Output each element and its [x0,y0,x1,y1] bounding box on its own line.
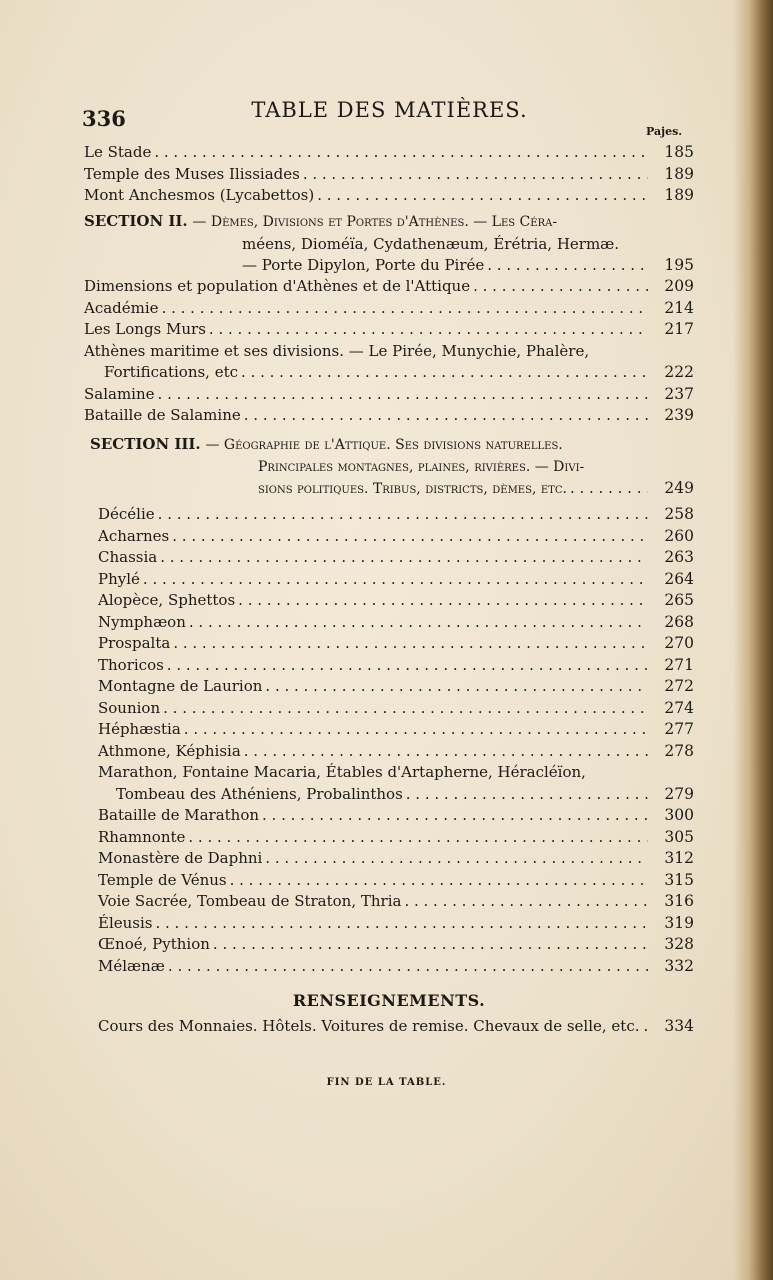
toc-entry: Dimensions et population d'Athènes et de l'Attique . . . 209 [84,276,694,298]
toc-entry: Les Longs Murs . . . 217 [84,319,694,341]
toc-entry: Rhamnonte . . . 305 [84,827,694,849]
table-of-contents [84,142,694,1038]
toc-entry: Phylé . . . 264 [84,569,694,591]
toc-entry: Monastère de Daphni . . . 312 [84,848,694,870]
toc-entry: Voie Sacrée, Tombeau de Straton, Thria . . . 316 [84,891,694,913]
toc-entry: Bataille de Marathon . . . 300 [84,805,694,827]
toc-entry: Œnoé, Pythion . . . 328 [84,934,694,956]
toc-entry: Alopèce, Sphettos . . . 265 [84,590,694,612]
toc-entry: Temple de Vénus . . . 315 [84,870,694,892]
toc-entry: Salamine . . . 237 [84,384,694,406]
toc-entry: Acharnes . . . 260 [84,526,694,548]
toc-entry: Bataille de Salamine . . . 239 [84,405,694,427]
page-header [82,98,697,132]
running-title: TABLE DES MATIÈRES. [251,98,528,122]
toc-entry: Nymphæon . . . 268 [84,612,694,634]
toc-entry: Mont Anchesmos (Lycabettos) . . . 189 [84,185,694,207]
toc-entry: Le Stade . . . 185 [84,142,694,164]
toc-entry: Prospalta . . . 270 [84,633,694,655]
toc-entry: Temple des Muses Ilissiades . . . 189 [84,164,694,186]
toc-entry-marathon: Marathon, Fontaine Macaria, Étables d'Artapherne, Héracléïon, Tombeau des Athéniens, Probalinthos . . . 279 [84,762,694,805]
toc-entry: Thoricos . . . 271 [84,655,694,677]
renseignements-heading: RENSEIGNEMENTS. [292,991,486,1010]
pages-column-label: Pajes. [646,125,683,138]
toc-entry: Sounion . . . 274 [84,698,694,720]
toc-entry: Athmone, Képhisia . . . 278 [84,741,694,763]
toc-entry: Académie . . . 214 [84,298,694,320]
toc-entry: Décélie . . . 258 [84,504,694,526]
page-number: 336 [82,106,126,131]
end-of-table-note: FIN DE LA TABLE. [326,1077,447,1088]
toc-entry: Chassia . . . 263 [84,547,694,569]
toc-entry: Mélænæ . . . 332 [84,956,694,978]
page-spine-shadow [733,0,773,1280]
section-3-heading: SECTION III. — Géographie de l'Attique. Ses divisions naturelles. Principales montagnes, plaines, rivières. — Divi- sions politiques. Tribus, districts, dèmes, etc. . . . 249 [84,433,694,501]
toc-entry: Montagne de Laurion . . . 272 [84,676,694,698]
toc-entry: Éleusis . . . 319 [84,913,694,935]
toc-entry-renseignements: Cours des Monnaies. Hôtels. Voitures de remise. Chevaux de selle, etc. . . . 334 [84,1016,694,1038]
toc-entry: Héphæstia . . . 277 [84,719,694,741]
section-2-heading: SECTION II. — Dèmes, Divisions et Portes d'Athènes. — Les Céra- méens, Dioméïa, Cydathenæum, Érétria, Hermæ. — Porte Dipylon, Porte du Pirée . . . 195 [84,210,694,277]
toc-entry-athenes-maritime: Athènes maritime et ses divisions. — Le Pirée, Munychie, Phalère, Fortifications, etc . . . 222 [84,341,694,384]
